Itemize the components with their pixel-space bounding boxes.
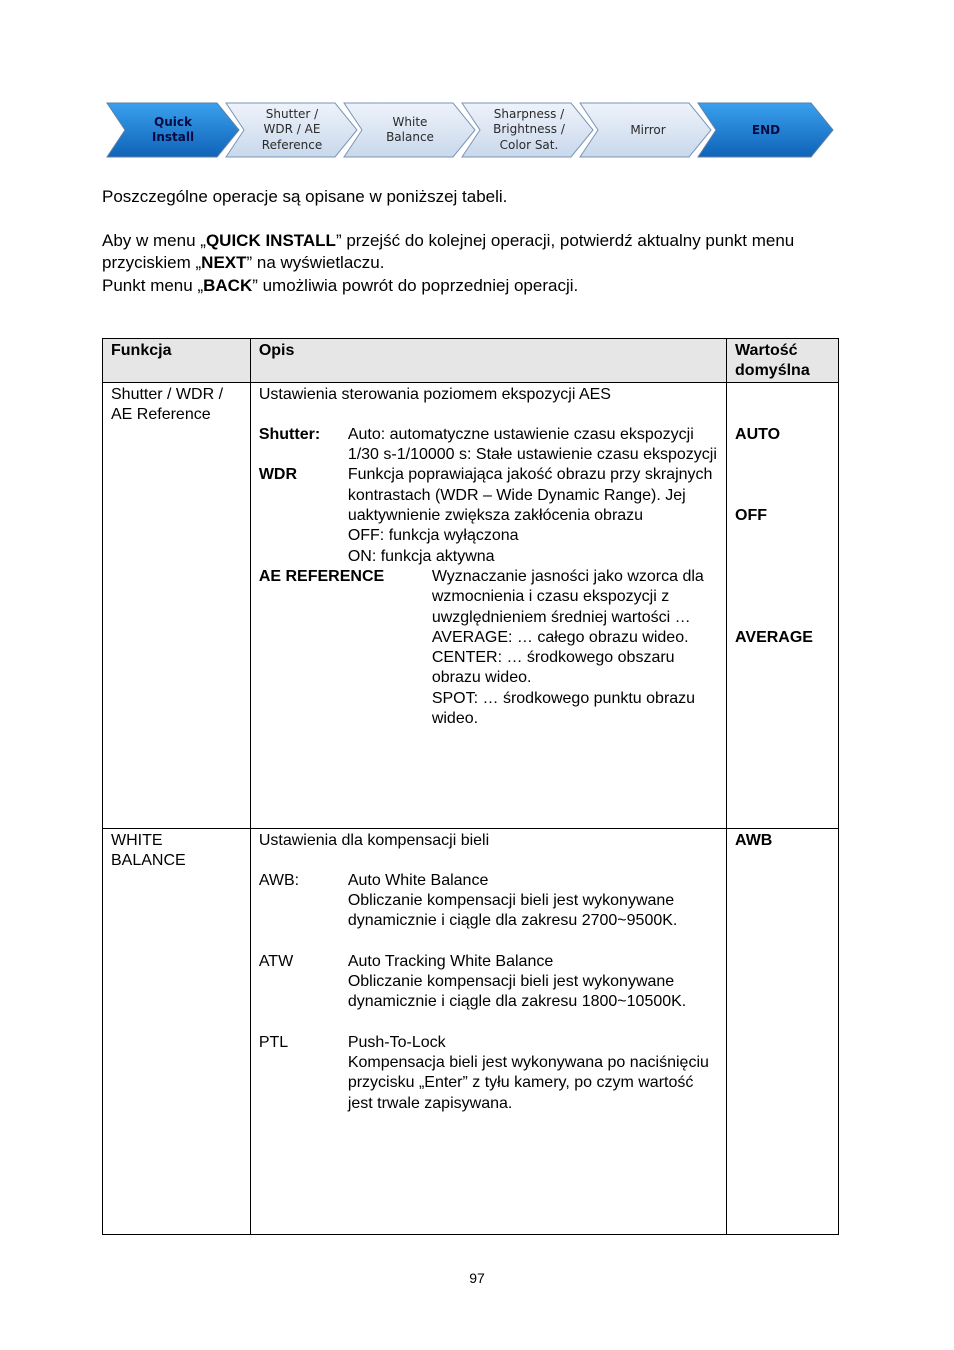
table-row bbox=[103, 382, 839, 828]
header-funkcja: Funkcja bbox=[103, 339, 251, 383]
wdr-desc-3: ON: funkcja aktywna bbox=[347, 547, 495, 565]
quick-install-term: QUICK INSTALL bbox=[205, 231, 336, 250]
header-opis: Opis bbox=[250, 339, 726, 383]
atw-desc-1: Auto Tracking White Balance bbox=[347, 952, 554, 970]
settings-table bbox=[102, 338, 839, 1235]
flow-label: Install bbox=[151, 130, 195, 144]
ptl-desc-2: Kompensacja bieli jest wykonywana po naciśnięciu przycisku „Enter” z tyłu kamery, po czym wartość jest trwale zapisywana. bbox=[347, 1053, 709, 1112]
ae-desc-1: Wyznaczanie jasności jako wzorca dla wzmocnienia i czasu ekspozycji z uwzględnieniem średniej wartości … bbox=[431, 567, 704, 626]
flow-label: Reference bbox=[261, 138, 323, 152]
funkcja-cell bbox=[103, 828, 251, 1234]
text: ” przejść do kolejnej operacji, potwierdź aktualny punkt menu przyciskiem „ bbox=[102, 231, 795, 272]
shutter-default: AUTO bbox=[735, 425, 781, 443]
text: Punkt menu „ bbox=[102, 276, 204, 295]
wdr-block bbox=[259, 465, 718, 566]
flow-label: Mirror bbox=[630, 123, 666, 137]
ae-key: AE REFERENCE bbox=[258, 567, 385, 585]
row-title: Ustawienia sterowania poziomem ekspozycji AES bbox=[258, 385, 611, 403]
intro-paragraph-1: Poszczególne operacje są opisane w poniższej tabeli. bbox=[102, 187, 508, 206]
atw-desc-2: Obliczanie kompensacji bieli jest wykonywane dynamicznie i ciągle dla zakresu 1800~10500K. bbox=[347, 973, 687, 1011]
flow-label: White bbox=[392, 115, 428, 129]
intro-paragraph-3 bbox=[102, 275, 578, 297]
awb-desc-2: Obliczanie kompensacji bieli jest wykonywane dynamicznie i ciągle dla zakresu 2700~9500K. bbox=[347, 892, 678, 930]
funkcja-cell: Shutter / WDR / AE Reference bbox=[103, 382, 251, 828]
wdr-default: OFF bbox=[735, 506, 768, 524]
ptl-desc-1: Push-To-Lock bbox=[347, 1033, 446, 1051]
flow-diagram bbox=[105, 101, 835, 159]
page-number: 97 bbox=[469, 1270, 485, 1286]
flow-label: END bbox=[751, 123, 781, 137]
awb-block bbox=[259, 871, 718, 932]
shutter-desc-2: 1/30 s-1/10000 s: Stałe ustawienie czasu ekspozycji bbox=[347, 446, 717, 464]
flow-label: Color Sat. bbox=[499, 138, 559, 152]
next-term: NEXT bbox=[201, 253, 247, 272]
funkcja-line2: BALANCE bbox=[111, 851, 186, 869]
opis-cell bbox=[250, 828, 726, 1234]
intro-paragraph-2 bbox=[102, 230, 862, 274]
funkcja-line1: WHITE bbox=[111, 831, 163, 849]
ae-desc-4: SPOT: … środkowego punktu obrazu wideo. bbox=[431, 689, 696, 728]
atw-block bbox=[259, 952, 718, 1013]
table-header-row bbox=[103, 339, 839, 383]
ptl-key: PTL bbox=[258, 1033, 289, 1051]
ae-desc-2: AVERAGE: … całego obrazu wideo. bbox=[431, 628, 689, 646]
flow-label: Brightness / bbox=[493, 122, 565, 136]
awb-desc-1: Auto White Balance bbox=[347, 871, 489, 889]
text: ” na wyświetlaczu. bbox=[246, 253, 385, 272]
back-term: BACK bbox=[203, 276, 253, 295]
opis-cell bbox=[250, 382, 726, 828]
flow-label: Sharpness / bbox=[493, 107, 565, 121]
ptl-block bbox=[259, 1033, 718, 1114]
wdr-key: WDR bbox=[258, 466, 298, 484]
flow-label: Quick bbox=[154, 115, 192, 129]
header-wartosc-line2: domyślna bbox=[735, 362, 810, 380]
wb-default: AWB bbox=[735, 831, 773, 849]
flow-label: Shutter / bbox=[265, 107, 319, 121]
ae-block bbox=[259, 567, 718, 729]
row-title: Ustawienia dla kompensacji bieli bbox=[258, 831, 490, 849]
awb-key: AWB: bbox=[258, 871, 300, 889]
header-wartosc-line1: Wartość bbox=[735, 342, 798, 359]
text: Aby w menu „ bbox=[102, 231, 206, 250]
flow-label: Balance bbox=[386, 130, 434, 144]
text: ” umożliwia powrót do poprzedniej operacji. bbox=[252, 276, 579, 295]
wartosc-cell bbox=[727, 828, 839, 1234]
shutter-desc-1: Auto: automatyczne ustawienie czasu ekspozycji bbox=[347, 425, 694, 443]
wartosc-cell bbox=[727, 382, 839, 828]
shutter-block bbox=[259, 425, 718, 466]
ae-default: AVERAGE bbox=[735, 628, 813, 646]
wdr-desc-2: OFF: funkcja wyłączona bbox=[347, 527, 519, 545]
atw-key: ATW bbox=[258, 952, 294, 970]
flow-label: WDR / AE bbox=[263, 122, 321, 136]
table-row bbox=[103, 828, 839, 1234]
header-wartosc bbox=[727, 339, 839, 383]
ae-desc-3: CENTER: … środkowego obszaru obrazu wideo. bbox=[431, 649, 675, 687]
quick-install-flow bbox=[105, 101, 835, 159]
wdr-desc-1: Funkcja poprawiająca jakość obrazu przy skrajnych kontrastach (WDR – Wide Dynamic Range). Jej uaktywnienie zwiększa zakłócenia obrazu bbox=[347, 466, 713, 525]
shutter-key: Shutter: bbox=[258, 425, 321, 443]
